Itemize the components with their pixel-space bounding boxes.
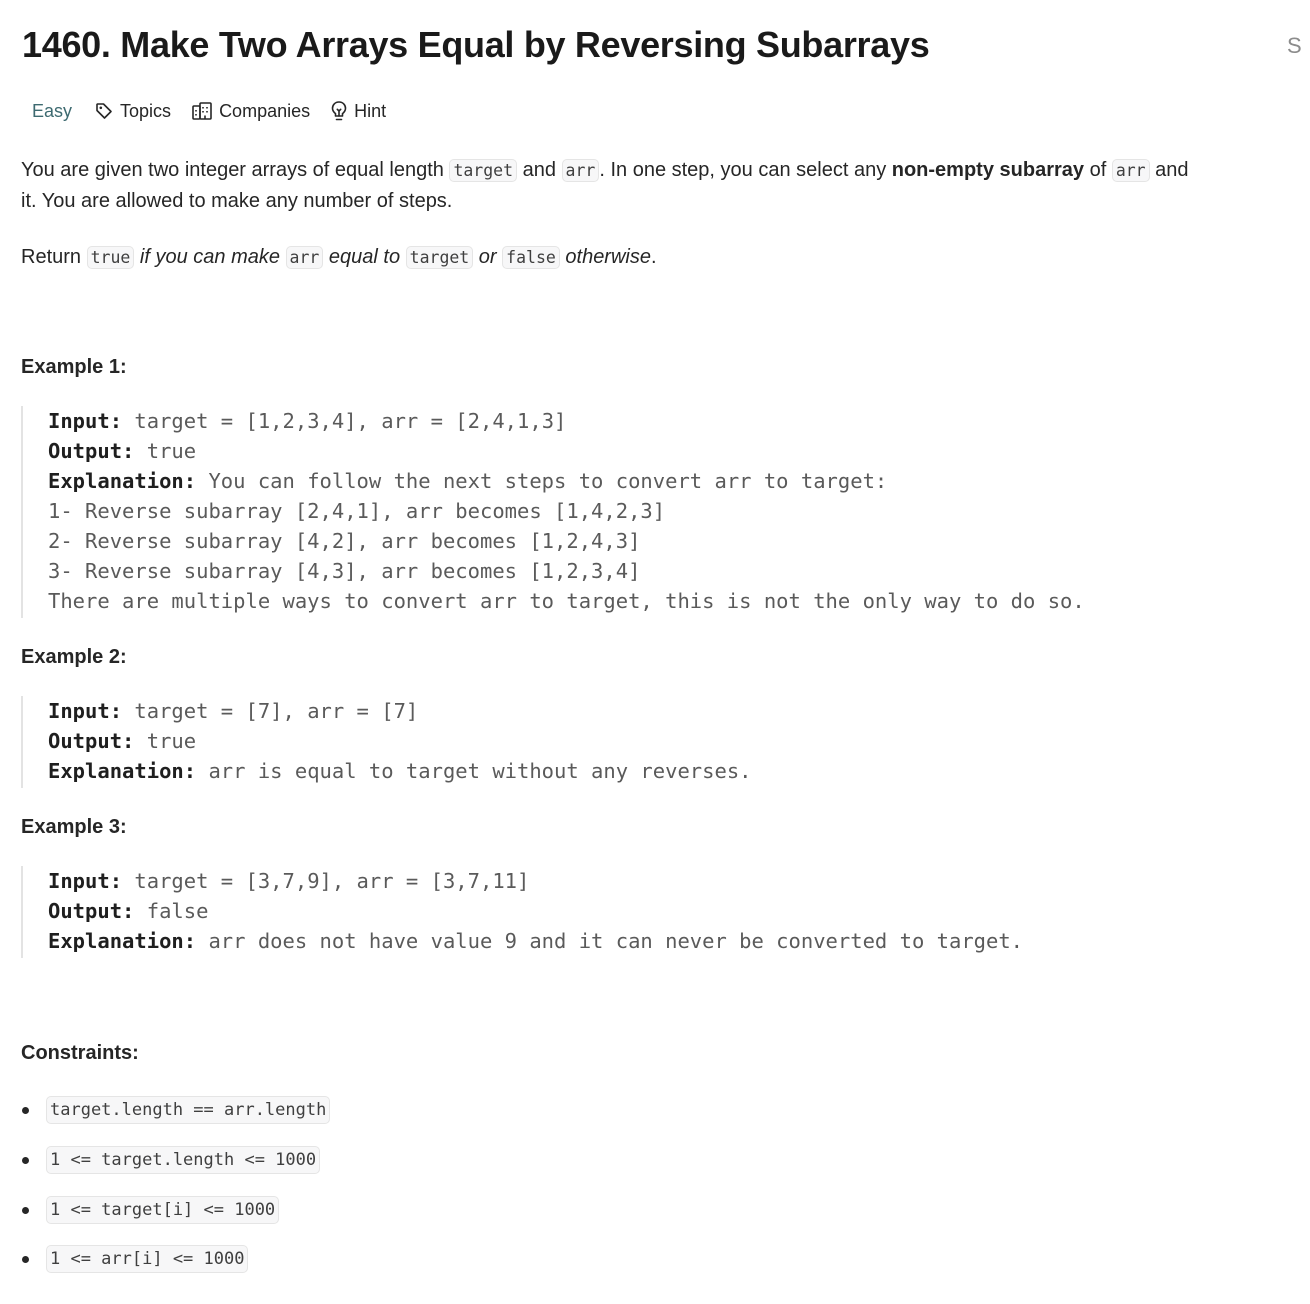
problem-title[interactable]: 1460. Make Two Arrays Equal by Reversing Subarrays: [22, 24, 930, 65]
bullet-icon: [22, 1107, 29, 1114]
companies-button[interactable]: [181, 96, 320, 126]
inline-code: arr: [286, 246, 324, 269]
building-icon: [191, 101, 213, 121]
example-2-title: Example 2:: [21, 646, 127, 668]
problem-tags: [21, 95, 396, 127]
constraint-code: 1 <= target[i] <= 1000: [46, 1196, 279, 1224]
constraint-code: 1 <= target.length <= 1000: [46, 1146, 320, 1174]
example-2-block: Input: target = [7], arr = [7] Output: true Explanation: arr is equal to target without any reverses.: [21, 696, 752, 788]
inline-code: target: [449, 159, 517, 182]
inline-code: true: [87, 246, 135, 269]
constraint-code: 1 <= arr[i] <= 1000: [46, 1245, 248, 1273]
inline-code: false: [502, 246, 560, 269]
tag-icon: [94, 101, 114, 121]
bullet-icon: [22, 1207, 29, 1214]
description-paragraph-1: You are given two integer arrays of equal length target and arr . In one step, you can select any non-empty subarray of arr and it. You are allowed to make any number of steps.: [21, 159, 1189, 212]
bullet-icon: [22, 1256, 29, 1263]
example-3-title: Example 3:: [21, 816, 127, 838]
hint-label: Hint: [354, 100, 387, 121]
list-item: [21, 1242, 248, 1276]
inline-code: arr: [1112, 159, 1150, 182]
title-row: [21, 0, 1310, 92]
hint-button[interactable]: [320, 96, 396, 126]
companies-label: Companies: [219, 100, 311, 121]
problem-page: [21, 0, 1310, 1269]
topics-label: Topics: [120, 100, 172, 121]
difficulty-badge: Easy: [32, 100, 73, 121]
clipped-edge-text: S: [1287, 33, 1302, 58]
inline-code: arr: [562, 159, 600, 182]
example-1-title: Example 1:: [21, 356, 127, 378]
inline-code: target: [406, 246, 474, 269]
bullet-icon: [22, 1157, 29, 1164]
constraints-title: Constraints:: [21, 1042, 139, 1064]
example-1-block: Input: target = [1,2,3,4], arr = [2,4,1,3] Output: true Explanation: You can follow the next steps to convert arr to target: 1- Reverse subarray [2,4,1], arr becomes [1,4,2,3] 2- Reverse subarray [4,2], arr becomes [1,2,4,3] 3- Reverse subarray [4,3], arr becomes [1,2,3,4] There are multiple ways to convert arr to target, this is not the only way to do so.: [21, 406, 1085, 618]
list-item: [21, 1143, 320, 1177]
lightbulb-icon: [330, 100, 348, 122]
topics-button[interactable]: [84, 96, 181, 126]
constraint-code: target.length == arr.length: [46, 1096, 330, 1124]
list-item: [21, 1093, 330, 1127]
example-3-block: Input: target = [3,7,9], arr = [3,7,11] Output: false Explanation: arr does not have value 9 and it can never be converted to target.: [21, 866, 1023, 958]
list-item: [21, 1193, 279, 1227]
description-paragraph-2: Return true if you can make arr equal to target or false otherwise.: [21, 246, 657, 268]
